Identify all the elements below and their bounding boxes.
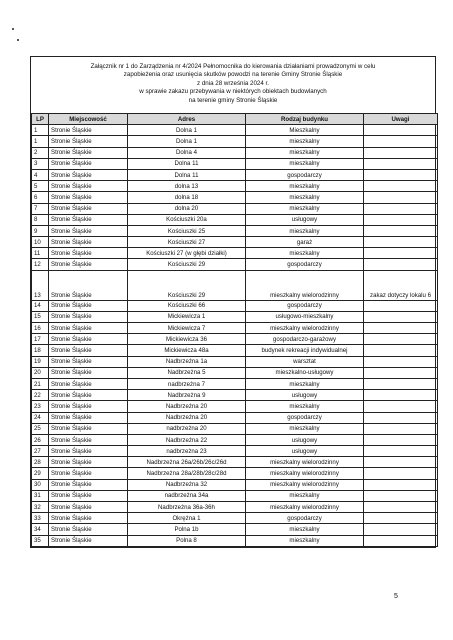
cell-lp: 27 [32,446,49,457]
cell-notes [364,259,438,270]
cell-address: Nadbrzeżna 5 [128,367,246,378]
cell-address: nadbrzeżna 23 [128,446,246,457]
cell-lp: 33 [32,513,49,524]
cell-locality: Stronie Śląskie [49,270,128,300]
cell-building-type: mieszkalno-usługowy [246,367,364,378]
table-row [32,401,438,412]
cell-locality: Stronie Śląskie [49,468,128,479]
header-line: z dnia 28 września 2024 r. [197,79,269,87]
cell-locality: Stronie Śląskie [49,147,128,158]
cell-address: Nadbrzeżna 20 [128,412,246,423]
scan-speck [12,28,14,30]
document-frame [30,56,436,548]
cell-address: Nadbrzeżna 32 [128,479,246,490]
cell-notes [364,192,438,203]
cell-lp: 11 [32,248,49,259]
table-row [32,367,438,378]
cell-lp: 5 [32,181,49,192]
cell-notes [364,378,438,389]
cell-lp: 7 [32,203,49,214]
cell-locality: Stronie Śląskie [49,479,128,490]
cell-address: Nadbrzeżna 28a/28b/28c/28d [128,468,246,479]
cell-locality: Stronie Śląskie [49,423,128,434]
cell-lp: 34 [32,524,49,535]
column-header-address: Adres [128,114,246,125]
header-line: zapobieżenia oraz usunięcia skutków powodzi na terenie Gminy Stronie Śląskie [123,71,343,79]
cell-address: Kościuszki 66 [128,300,246,311]
cell-locality: Stronie Śląskie [49,434,128,445]
cell-address: Kościuszki 25 [128,225,246,236]
table-row [32,237,438,248]
cell-building-type: mieszkalny [246,158,364,169]
document-header [31,57,435,113]
cell-address: Dolna 11 [128,158,246,169]
cell-notes [364,125,438,136]
cell-lp: 22 [32,390,49,401]
cell-locality: Stronie Śląskie [49,535,128,546]
table-row [32,125,438,136]
cell-locality: Stronie Śląskie [49,334,128,345]
column-header-locality: Miejscowość [49,114,128,125]
page-number: 5 [394,593,398,600]
cell-notes [364,390,438,401]
cell-locality: Stronie Śląskie [49,214,128,225]
cell-address: Nadbrzeżna 36a-36h [128,502,246,513]
cell-building-type: budynek rekreacji indywidualnej [246,345,364,356]
cell-locality: Stronie Śląskie [49,446,128,457]
table-row [32,345,438,356]
cell-locality: Stronie Śląskie [49,367,128,378]
cell-building-type: gospodarczy [246,300,364,311]
cell-building-type: usługowo-mieszkalny [246,311,364,322]
table-header-row [32,114,438,125]
cell-building-type: mieszkalny [246,490,364,501]
cell-address: Mickiewicza 36 [128,334,246,345]
cell-locality: Stronie Śląskie [49,237,128,248]
cell-building-type: mieszkalny [246,147,364,158]
cell-lp: 25 [32,423,49,434]
table-row [32,311,438,322]
cell-lp: 19 [32,356,49,367]
cell-address: Polna 1b [128,524,246,535]
table-row [32,259,438,270]
table-row [32,356,438,367]
cell-building-type: usługowy [246,390,364,401]
cell-notes [364,490,438,501]
cell-address: Nadbrzeżna 20 [128,401,246,412]
table-row [32,136,438,147]
cell-locality: Stronie Śląskie [49,513,128,524]
cell-notes [364,479,438,490]
cell-lp: 24 [32,412,49,423]
table-row [32,423,438,434]
table-row [32,446,438,457]
cell-notes [364,237,438,248]
cell-building-type: mieszkalny [246,192,364,203]
cell-locality: Stronie Śląskie [49,524,128,535]
cell-address: Dolna 1 [128,136,246,147]
cell-notes [364,535,438,546]
table-row [32,457,438,468]
cell-locality: Stronie Śląskie [49,412,128,423]
cell-notes [364,300,438,311]
table-row [32,390,438,401]
cell-lp: 3 [32,158,49,169]
cell-locality: Stronie Śląskie [49,457,128,468]
cell-notes [364,423,438,434]
cell-address: Polna 8 [128,535,246,546]
table-row [32,214,438,225]
cell-lp: 26 [32,434,49,445]
cell-address: Dolna 1 [128,125,246,136]
table-row [32,147,438,158]
cell-locality: Stronie Śląskie [49,311,128,322]
cell-address: Mickiewicza 48a [128,345,246,356]
cell-notes [364,446,438,457]
cell-lp: 8 [32,214,49,225]
cell-address: nadbrzeżna 20 [128,423,246,434]
cell-lp: 32 [32,502,49,513]
cell-lp: 10 [32,237,49,248]
cell-building-type: gospodarczo-garażowy [246,334,364,345]
cell-address: Okrężna 1 [128,513,246,524]
cell-building-type: mieszkalny [246,225,364,236]
cell-lp: 15 [32,311,49,322]
column-header-building-type: Rodzaj budynku [246,114,364,125]
cell-building-type: gospodarczy [246,412,364,423]
cell-address: Mickiewicza 1 [128,311,246,322]
cell-building-type: gospodarczy [246,513,364,524]
table-row [32,502,438,513]
cell-notes [364,468,438,479]
cell-notes [364,367,438,378]
table-row [32,323,438,334]
cell-lp: 23 [32,401,49,412]
cell-address: dolna 18 [128,192,246,203]
cell-notes [364,513,438,524]
cell-notes [364,323,438,334]
cell-locality: Stronie Śląskie [49,225,128,236]
cell-notes [364,401,438,412]
cell-building-type: mieszkalny wielorodzinny [246,457,364,468]
column-header-lp: LP [32,114,49,125]
table-body [32,125,438,547]
cell-building-type: mieszkalny [246,181,364,192]
cell-address: Kościuszki 29 [128,259,246,270]
cell-notes [364,181,438,192]
cell-notes [364,502,438,513]
cell-locality: Stronie Śląskie [49,248,128,259]
cell-building-type: mieszkalny [246,401,364,412]
cell-address: nadbrzeżna 34a [128,490,246,501]
table-row [32,513,438,524]
cell-building-type: garaż [246,237,364,248]
cell-lp: 29 [32,468,49,479]
cell-notes [364,457,438,468]
cell-notes [364,434,438,445]
cell-building-type: mieszkalny wielorodzinny [246,502,364,513]
cell-notes [364,334,438,345]
cell-lp: 1 [32,136,49,147]
table-row [32,468,438,479]
cell-locality: Stronie Śląskie [49,125,128,136]
cell-notes [364,412,438,423]
cell-lp: 14 [32,300,49,311]
cell-lp: 16 [32,323,49,334]
table-row [32,270,438,300]
cell-building-type: mieszkalny wielorodzinny [246,270,364,300]
cell-building-type: gospodarczy [246,259,364,270]
cell-notes [364,356,438,367]
header-line: Załącznik nr 1 do Zarządzenia nr 4/2024 Pełnomocnika do kierowania działaniami prowadzonymi w celu [90,63,376,70]
cell-locality: Stronie Śląskie [49,136,128,147]
cell-address: Nadbrzeżna 1a [128,356,246,367]
cell-locality: Stronie Śląskie [49,390,128,401]
scan-speck [17,39,19,41]
cell-notes [364,345,438,356]
cell-address: Dolna 11 [128,169,246,180]
cell-lp: 12 [32,259,49,270]
cell-locality: Stronie Śląskie [49,323,128,334]
cell-notes [364,214,438,225]
cell-lp: 21 [32,378,49,389]
cell-lp: 20 [32,367,49,378]
cell-notes [364,311,438,322]
cell-building-type: mieszkalny wielorodzinny [246,468,364,479]
table-row [32,479,438,490]
buildings-table [31,113,438,547]
cell-address: Nadbrzeżna 26a/26b/26c/26d [128,457,246,468]
cell-lp: 13 [32,270,49,300]
cell-lp: 9 [32,225,49,236]
cell-locality: Stronie Śląskie [49,356,128,367]
cell-notes [364,169,438,180]
cell-locality: Stronie Śląskie [49,345,128,356]
cell-building-type: warsztat [246,356,364,367]
cell-locality: Stronie Śląskie [49,401,128,412]
cell-building-type: mieszkalny [246,248,364,259]
cell-building-type: mieszkalny wielorodzinny [246,479,364,490]
cell-lp: 2 [32,147,49,158]
table-row [32,203,438,214]
cell-lp: 17 [32,334,49,345]
cell-address: Dolna 4 [128,147,246,158]
cell-address: dolna 13 [128,181,246,192]
cell-address: nadbrzeżna 7 [128,378,246,389]
table-row [32,225,438,236]
cell-locality: Stronie Śląskie [49,192,128,203]
cell-building-type: mieszkalny [246,378,364,389]
cell-locality: Stronie Śląskie [49,259,128,270]
cell-locality: Stronie Śląskie [49,490,128,501]
cell-building-type: mieszkalny [246,423,364,434]
cell-notes [364,225,438,236]
cell-locality: Stronie Śląskie [49,181,128,192]
table-row [32,334,438,345]
header-line: w sprawie zakazu przebywania w niektórych obiektach budowlanych [139,88,327,96]
cell-notes [364,158,438,169]
cell-lp: 28 [32,457,49,468]
cell-locality: Stronie Śląskie [49,158,128,169]
cell-address: Mickiewicza 7 [128,323,246,334]
table-row [32,181,438,192]
cell-notes [364,203,438,214]
header-line: na terenie gminy Stronie Śląskie [188,96,278,104]
cell-notes [364,147,438,158]
cell-lp: 18 [32,345,49,356]
cell-building-type: mieszkalny wielorodzinny [246,323,364,334]
cell-building-type: Mieszkalny [246,125,364,136]
cell-building-type: gospodarczy [246,169,364,180]
cell-address: dolna 20 [128,203,246,214]
cell-building-type: mieszkalny [246,535,364,546]
table-row [32,434,438,445]
column-header-notes: Uwagi [364,114,438,125]
table-row [32,535,438,546]
cell-locality: Stronie Śląskie [49,169,128,180]
cell-building-type: usługowy [246,434,364,445]
cell-address: Nadbrzeżna 22 [128,434,246,445]
cell-address: Kościuszki 27 (w głębi działki) [128,248,246,259]
table-row [32,248,438,259]
cell-notes [364,248,438,259]
cell-lp: 6 [32,192,49,203]
cell-lp: 4 [32,169,49,180]
table-row [32,378,438,389]
cell-locality: Stronie Śląskie [49,502,128,513]
cell-lp: 35 [32,535,49,546]
table-row [32,158,438,169]
cell-notes [364,136,438,147]
table-row [32,300,438,311]
cell-building-type: mieszkalny [246,203,364,214]
cell-notes [364,524,438,535]
cell-address: Kościuszki 20a [128,214,246,225]
table-row [32,192,438,203]
cell-building-type: usługowy [246,446,364,457]
cell-lp: 31 [32,490,49,501]
cell-building-type: usługowy [246,214,364,225]
cell-address: Kościuszki 29 [128,270,246,300]
cell-address: Kościuszki 27 [128,237,246,248]
cell-locality: Stronie Śląskie [49,378,128,389]
table-row [32,412,438,423]
cell-locality: Stronie Śląskie [49,300,128,311]
cell-building-type: mieszkalny [246,524,364,535]
table-row [32,524,438,535]
cell-lp: 30 [32,479,49,490]
cell-building-type: mieszkalny [246,136,364,147]
table-row [32,490,438,501]
cell-lp: 1 [32,125,49,136]
cell-address: Nadbrzeżna 9 [128,390,246,401]
table-row [32,169,438,180]
cell-notes: zakaz dotyczy lokalu 6 [364,270,438,300]
cell-locality: Stronie Śląskie [49,203,128,214]
